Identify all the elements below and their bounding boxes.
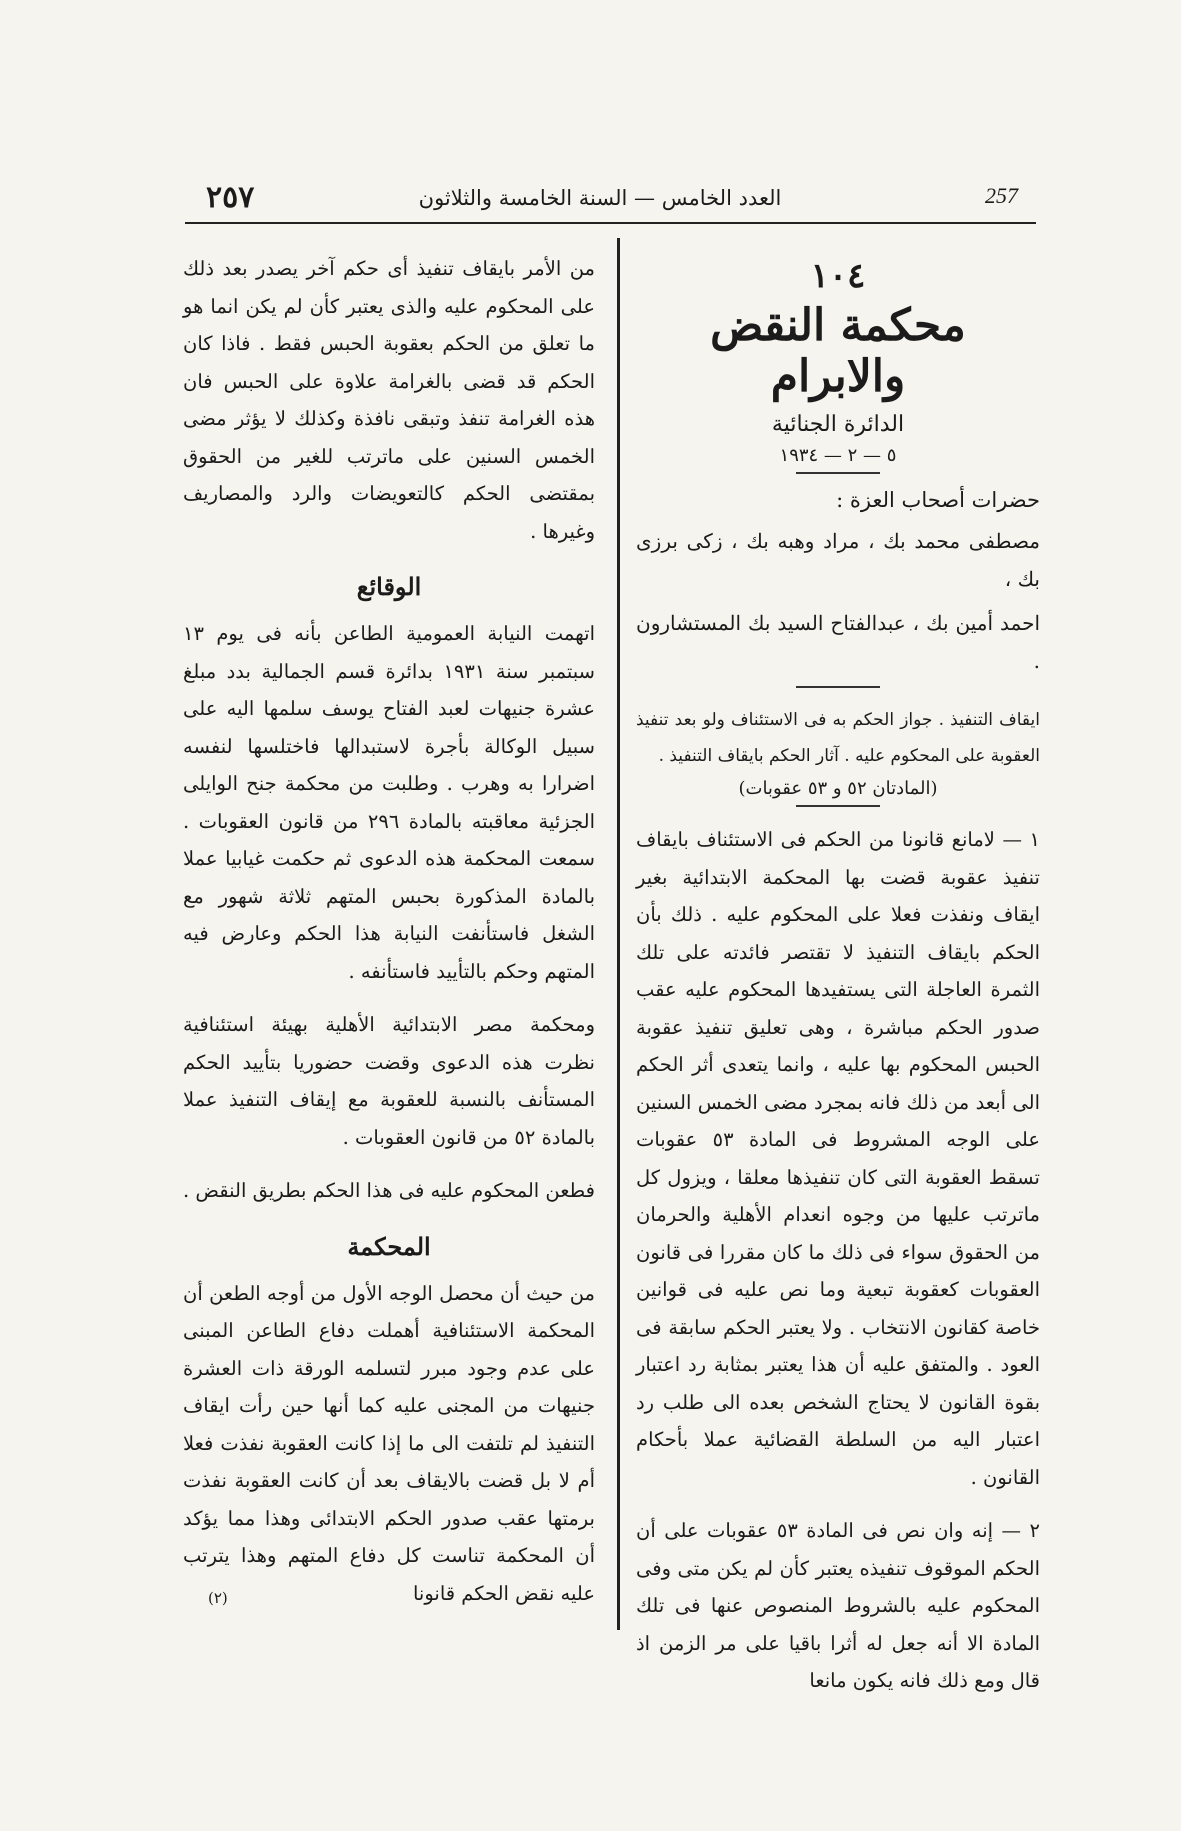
articles-reference: (المادتان ٥٢ و ٥٣ عقوبات) [738,778,938,799]
right-column [636,250,1040,1716]
page-number-latin: 257 [985,183,1018,208]
bench-line: مصطفى محمد بك ، مراد وهبه بك ، زكى برزى بك ، [636,529,1040,591]
left-column [183,250,595,1628]
facts-paragraph: فطعن المحكوم عليه فى هذا الحكم بطريق النقض . [183,1179,595,1202]
circuit-name: الدائرة الجنائية [771,412,905,437]
journal-issue-header: العدد الخامس — السنة الخامسة والثلاثون [418,186,782,210]
principle-paragraph: ١ — لامانع قانونا من الحكم فى الاستئناف بايقاف تنفيذ عقوبة قضت بها المحكمة الابتدائية بغير ايقاف ونفذت فعلا على المحكوم عليه . ذلك بأن الحكم بايقاف التنفيذ لا تقتصر فائدته على تلك الثمرة العاجلة التى يستفيدها المحكوم عليه عقب صدور الحكم مباشرة ، وهى تعليق تنفيذ عقوبة الحبس المحكوم بها عليه ، وانما يتعدى أثر الحكم الى أبعد من ذلك فانه بمجرد مضى الخمس السنين على الوجه المشروط فى المادة ٥٣ عقوبات تسقط العقوبة التى كان تنفيذها معلقا ، ويزول كل ماترتب عليها من وجوه انعدام الأهلية والحرمان من الحقوق سواء فى ذلك ما كان مقررا فى قانون العقوبات كعقوبة تبعية وما نص عليه فى قوانين خاصة كقانون الانتخاب . ولا يعتبر الحكم سابقة فى العود . والمتفق عليه أن هذا يعتبر بمثابة رد اعتبار بقوة القانون لا يحتاج الشخص بعده الى طلب رد اعتبار اليه من السلطة القضائية عملا بأحكام القانون . [636,828,1040,1489]
divider-rule [796,805,880,807]
divider-rule [796,472,880,474]
ruling-date: ٥ — ٢ — ١٩٣٤ [779,445,897,466]
case-summary: ايقاف التنفيذ . جواز الحكم به فى الاستئناف ولو بعد تنفيذ العقوبة على المحكوم عليه . آثار الحكم بايقاف التنفيذ . [636,710,1040,766]
facts-heading: الوقائع [356,572,422,601]
divider-rule [796,686,880,688]
continued-paragraph: من الأمر بايقاف تنفيذ أى حكم آخر يصدر بعد ذلك على المحكوم عليه والذى يعتبر كأن لم يكن انما هو ما تعلق من الحكم بعقوبة الحبس فقط . فاذا كان الحكم قد قضى بالغرامة علاوة على الحبس فان هذه الغرامة تنفذ وتبقى نافذة وكذلك لا يؤثر مضى الخمس السنين على ماترتب للغير من الحقوق بمقتضى الحكم كالتعويضات والرد والمصاريف وغيرها . [183,257,595,543]
header-rule [185,222,1036,224]
bench-line: احمد أمين بك ، عبدالفتاح السيد بك المستشارون . [636,611,1040,673]
court-name: محكمة النقض والابرام [710,300,966,402]
principle-paragraph: ٢ — إنه وان نص فى المادة ٥٣ عقوبات على أن الحكم الموقوف تنفيذه يعتبر كأن لم يكن متى وفى المحكوم عليه بالشروط المنصوص عنها فى تلك المادة الا أنه جعل له أثرا باقيا على مر الزمن اذ قال ومع ذلك فانه يكون مانعا [636,1519,1040,1692]
page-number-arabic: ٢٥٧ [206,180,255,215]
case-number: ١٠٤ [810,256,866,296]
court-reasoning-paragraph: من حيث أن محصل الوجه الأول من أوجه الطعن أن المحكمة الاستئنافية أهملت دفاع الطاعن المبنى على عدم وجود مبرر لتسلمه الورقة ذات العشرة جنيهات من المجنى عليه كما أنها حين رأت ايقاف التنفيذ لم تلتفت الى ما إذا كانت العقوبة نفذت فعلا أم لا بل قضت بالايقاف بعد أن كانت العقوبة نفذت برمتها عقب صدور الحكم الابتدائى وهذا مما يؤكد أن المحكمة تناست كل دفاع المتهم وهذا يترتب عليه نقض الحكم قانونا [183,1281,595,1605]
facts-paragraph: ومحكمة مصر الابتدائية الأهلية بهيئة استئنافية نظرت هذه الدعوى وقضت حضوريا بتأييد الحكم المستأنف بالنسبة للعقوبة مع إيقاف التنفيذ عملا بالمادة ٥٢ من قانون العقوبات . [183,1013,595,1149]
signature-mark: (٢) [208,1589,228,1607]
bench-title: حضرات أصحاب العزة : [836,488,1040,512]
court-heading: المحكمة [347,1231,431,1261]
facts-paragraph: اتهمت النيابة العمومية الطاعن بأنه فى يوم ١٣ سبتمبر سنة ١٩٣١ بدائرة قسم الجمالية بدد مبلغ عشرة جنيهات لعبد الفتاح يوسف سلمها اليه على سبيل الوكالة بأجرة لاستبدالها فاختلسها لنفسه اضرارا به وهرب . وطلبت من محكمة جنح الوايلى الجزئية معاقبته بالمادة ٢٩٦ من قانون العقوبات . سمعت المحكمة هذه الدعوى ثم حكمت غيابيا عملا بالمادة المذكورة بحبس المتهم ثلاثة شهور مع الشغل فاستأنفت النيابة هذا الحكم وعارض فيه المتهم وحكم بالتأييد فاستأنفه . [183,622,595,983]
column-divider [617,238,620,1630]
